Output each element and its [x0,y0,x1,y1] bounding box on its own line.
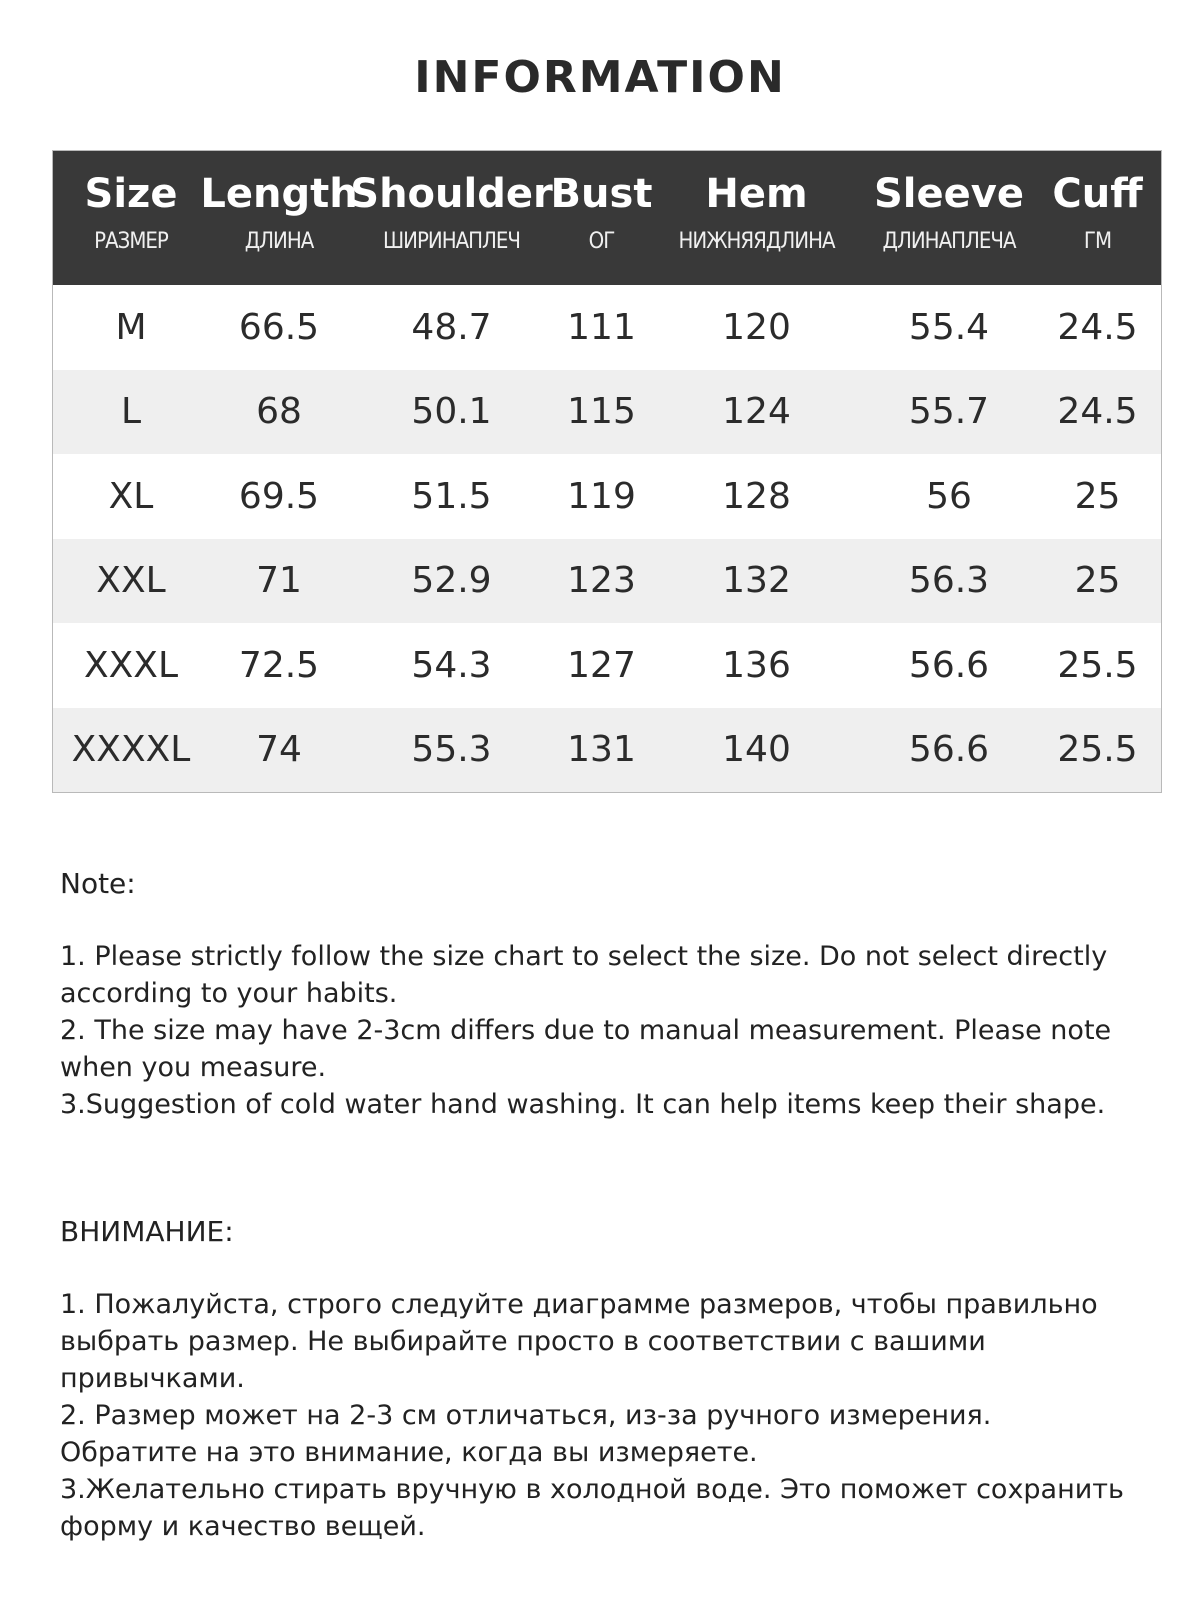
cell-hem: 120 [722,306,791,348]
header-label-en: Bust [550,171,653,217]
header-label-en: Hem [705,171,808,217]
table-row [53,370,1161,455]
cell-shoulder: 52.9 [411,560,492,602]
header-label-en: Size [84,171,178,217]
header-hem [649,151,864,285]
header-cuff [1034,151,1161,285]
table-row [53,623,1161,708]
cell-sleeve: 56.6 [908,644,990,686]
note-heading: Note: [60,867,136,900]
table-body [53,285,1161,792]
note-line: 3.Suggestion of cold water hand washing. It can help items keep their shape. [60,1089,1106,1120]
cell-bust: 127 [567,644,636,686]
cell-bust: 131 [567,729,636,771]
header-label-en: Cuff [1052,171,1143,217]
note-heading: ВНИМАНИЕ: [60,1215,234,1248]
cell-size: L [120,391,142,433]
note-line: выбрать размер. Не выбирайте просто в соответствии с вашими [60,1326,986,1357]
table-row [53,708,1161,793]
note-english [60,866,1140,1123]
header-size [53,151,209,285]
cell-size: XXXXL [71,729,191,771]
cell-cuff: 25.5 [1057,729,1138,771]
cell-shoulder: 51.5 [411,475,492,517]
cell-hem: 140 [722,729,791,771]
table-header-row [53,151,1161,285]
cell-size: XXL [96,560,166,602]
cell-size: M [115,306,147,348]
cell-sleeve: 55.7 [908,391,990,433]
page-title: INFORMATION [414,52,786,103]
header-length [200,151,358,285]
cell-shoulder: 50.1 [411,391,492,433]
note-line: 1. Please strictly follow the size chart to select the size. Do not select directly [60,941,1108,972]
table-row [53,285,1161,370]
cell-sleeve: 56.6 [908,729,990,771]
header-label-ru: ОГ [588,229,615,254]
header-label-ru: ДЛИНАПЛЕЧА [882,229,1016,254]
cell-sleeve: 55.4 [908,306,990,348]
header-shoulder [349,151,554,285]
header-label-ru: ДЛИНА [244,229,314,254]
header-label-en: Sleeve [874,171,1024,217]
cell-shoulder: 54.3 [411,644,492,686]
cell-cuff: 24.5 [1057,391,1138,433]
cell-hem: 128 [722,475,791,517]
header-label-ru: РАЗМЕР [94,229,168,254]
cell-bust: 115 [567,391,636,433]
cell-size: XXXL [83,644,179,686]
cell-length: 71 [256,560,302,602]
cell-length: 74 [256,729,302,771]
header-label-ru: ШИРИНАПЛЕЧ [383,229,520,254]
note-russian [60,1214,1140,1545]
table-row [53,539,1161,624]
cell-cuff: 25.5 [1057,644,1138,686]
note-line: when you measure. [60,1052,327,1083]
note-line: привычками. [60,1363,245,1394]
note-line: форму и качество вещей. [60,1511,426,1542]
cell-length: 72.5 [238,644,320,686]
header-label-ru: НИЖНЯЯДЛИНА [678,229,835,254]
cell-sleeve: 56 [926,475,972,517]
table-row [53,454,1161,539]
cell-hem: 124 [722,391,791,433]
header-label-en: Length [200,171,358,217]
header-sleeve [864,151,1034,285]
note-line: 2. The size may have 2-3cm differs due to manual measurement. Please note [60,1015,1112,1046]
cell-shoulder: 55.3 [411,729,492,771]
cell-length: 69.5 [238,475,320,517]
size-chart-table [52,150,1162,793]
note-line: Обратите на это внимание, когда вы измеряете. [60,1437,758,1468]
header-bust [550,151,653,285]
cell-bust: 111 [567,306,636,348]
cell-cuff: 24.5 [1057,306,1138,348]
note-line: 2. Размер может на 2-3 см отличаться, из-за ручного измерения. [60,1400,992,1431]
note-line: 1. Пожалуйста, строго следуйте диаграмме размеров, чтобы правильно [60,1289,1098,1320]
cell-bust: 119 [567,475,636,517]
header-label-en: Shoulder [350,171,553,217]
cell-size: XL [108,475,154,517]
cell-cuff: 25 [1074,560,1121,602]
cell-bust: 123 [567,560,636,602]
cell-hem: 132 [722,560,791,602]
note-line: according to your habits. [60,978,398,1009]
cell-hem: 136 [722,644,791,686]
cell-length: 68 [256,391,302,433]
note-line: 3.Желательно стирать вручную в холодной воде. Это поможет сохранить [60,1474,1124,1505]
cell-sleeve: 56.3 [908,560,990,602]
cell-cuff: 25 [1074,475,1121,517]
cell-length: 66.5 [238,306,320,348]
header-label-ru: ГМ [1083,229,1112,254]
cell-shoulder: 48.7 [411,306,492,348]
